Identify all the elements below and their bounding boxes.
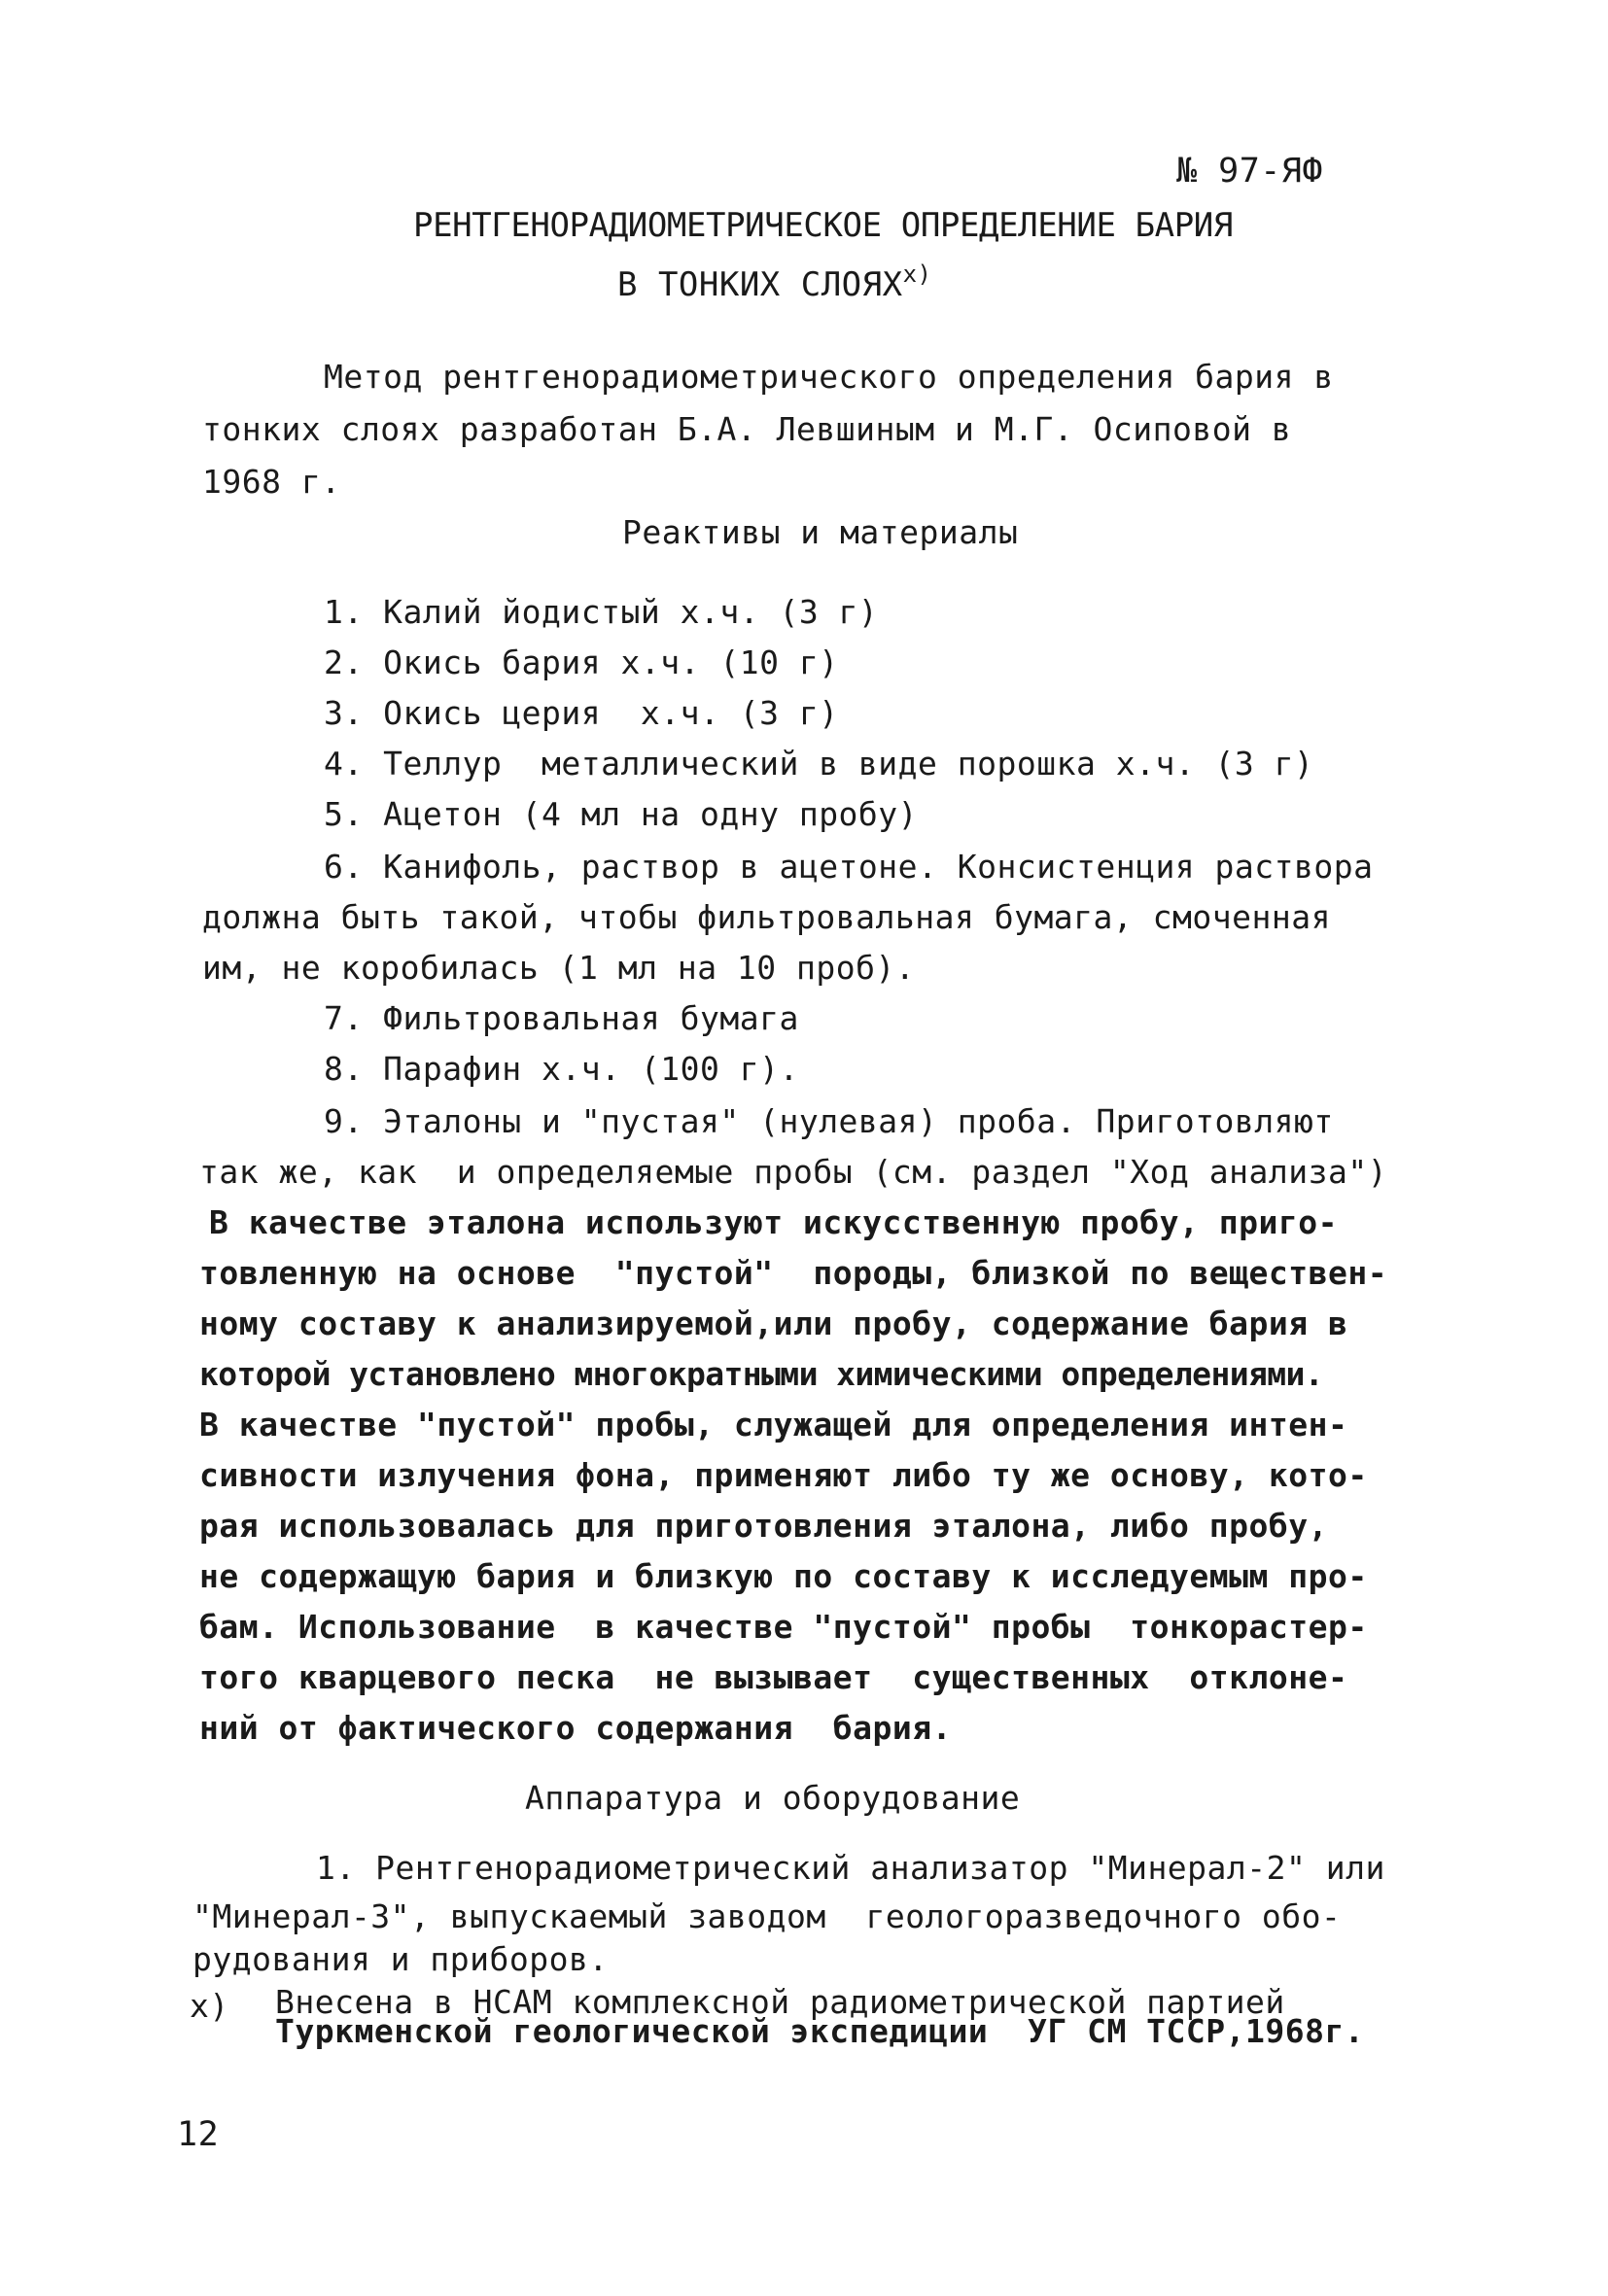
footnote-mark: x) bbox=[190, 1987, 229, 2025]
reagent-item: 9. Эталоны и "пустая" (нулевая) проба. Приготовляют bbox=[324, 1102, 1334, 1140]
reagent-item: 2. Окись бария х.ч. (10 г) bbox=[324, 644, 839, 681]
intro-line: 1968 г. bbox=[202, 463, 341, 501]
intro-line: Метод рентгенорадиометрического определения бария в bbox=[324, 358, 1334, 396]
title-line-1: РЕНТГЕНОРАДИОМЕТРИЧЕСКОЕ ОПРЕДЕЛЕНИЕ БАРИЯ bbox=[413, 206, 1233, 245]
reagent-item: В качестве "пустой" пробы, служащей для определения интен- bbox=[199, 1406, 1348, 1444]
reagent-item: не содержащую бария и близкую по составу к исследуемым про- bbox=[199, 1557, 1368, 1595]
reagent-item: В качестве эталона используют искусственную пробу, приго- bbox=[209, 1203, 1338, 1241]
reagent-item: им, не коробилась (1 мл на 10 проб). bbox=[202, 949, 916, 987]
equipment-item: "Минерал-3", выпускаемый заводом геологоразведочного обо- bbox=[192, 1897, 1342, 1935]
reagent-item: ному составу к анализируемой,или пробу, содержание бария в bbox=[199, 1305, 1348, 1342]
reagent-item: 3. Окись церия х.ч. (3 г) bbox=[324, 694, 839, 732]
page-number: 12 bbox=[177, 2115, 220, 2154]
reagent-item: бам. Использование в качестве "пустой" пробы тонкорастер- bbox=[199, 1608, 1368, 1646]
reagent-item: должна быть такой, чтобы фильтровальная бумага, смоченная bbox=[202, 898, 1331, 936]
reagent-item: 5. Ацетон (4 мл на одну пробу) bbox=[324, 795, 919, 833]
equipment-item: рудования и приборов. bbox=[192, 1940, 609, 1978]
title-line-2-text: В ТОНКИХ СЛОЯХ bbox=[617, 265, 903, 304]
reagent-item: которой установлено многократными химическими определениями. bbox=[199, 1355, 1324, 1393]
intro-line: тонких слоях разработан Б.А. Левшиным и М.Г. Осиповой в bbox=[202, 410, 1292, 448]
reagent-item: товленную на основе "пустой" породы, близкой по веществен- bbox=[199, 1254, 1388, 1292]
reagent-item: 6. Канифоль, раствор в ацетоне. Консистенция раствора bbox=[324, 848, 1374, 886]
reagent-item: того кварцевого песка не вызывает существенных отклоне- bbox=[199, 1658, 1348, 1696]
reagent-item: сивности излучения фона, применяют либо ту же основу, кото- bbox=[199, 1456, 1368, 1494]
reagent-item: 4. Теллур металлический в виде порошка х.ч. (3 г) bbox=[324, 745, 1314, 783]
section-heading-reagents: Реактивы и материалы bbox=[622, 513, 1019, 551]
footnote-line: Внесена в НСАМ комплексной радиометрической партией bbox=[275, 1983, 1285, 2021]
section-heading-equipment: Аппаратура и оборудование bbox=[525, 1779, 1021, 1817]
reagent-item: 1. Калий йодистый х.ч. (3 г) bbox=[324, 593, 879, 631]
reagent-item: рая использовалась для приготовления эталона, либо пробу, bbox=[199, 1507, 1328, 1545]
reagent-item: ний от фактического содержания бария. bbox=[199, 1709, 952, 1747]
document-number: № 97-ЯФ bbox=[1176, 152, 1324, 191]
reagent-item: 7. Фильтровальная бумага bbox=[324, 999, 799, 1037]
reagent-item: так же, как и определяемые пробы (см. раздел "Ход анализа") bbox=[199, 1153, 1388, 1191]
footnote-line: Туркменской геологической экспедиции УГ СМ ТССР,1968г. bbox=[275, 2012, 1365, 2050]
equipment-item: 1. Рентгенорадиометрический анализатор "Минерал-2" или bbox=[316, 1849, 1385, 1887]
title-line-2 bbox=[617, 255, 931, 304]
reagent-item: 8. Парафин х.ч. (100 г). bbox=[324, 1050, 799, 1088]
title-footnote-mark: x) bbox=[902, 261, 932, 288]
